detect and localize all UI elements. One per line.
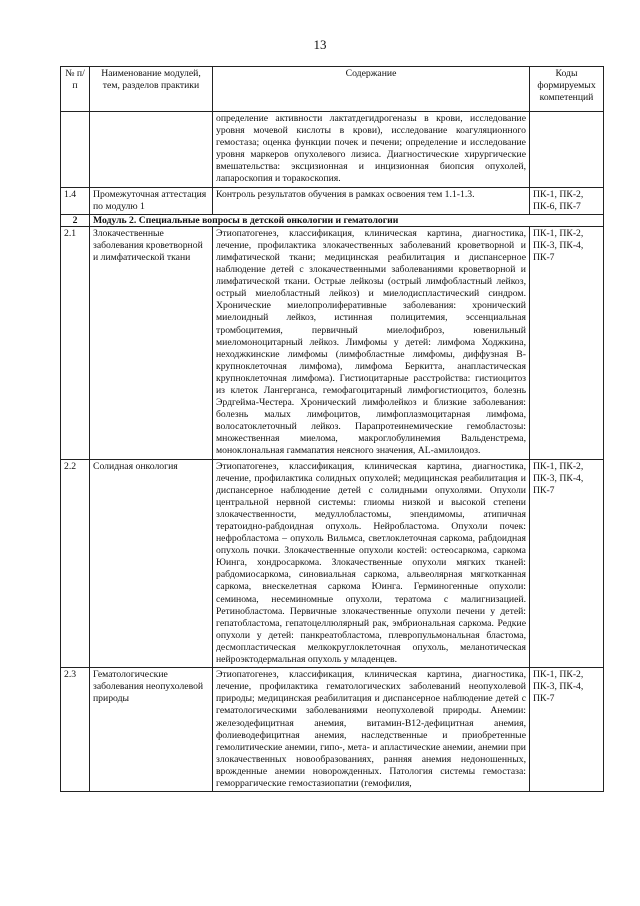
topic-name: Гематологические заболевания неопухолевой природы: [90, 668, 213, 792]
topic-name: Злокачественные заболевания кроветворной и лимфатической ткани: [90, 226, 213, 459]
row-num: [61, 112, 90, 188]
table-row: [61, 668, 604, 792]
topic-content: Этиопатогенез, классификация, клиническая картина, диагностика, лечение, профилактика гематологических заболеваний неопухолевой природы; медицинская реабилитация и диспансерное наблюдение детей с гематологическими заболеваниями неопухолевой природы. Анемии: железодефицитная анемия, витамин-B12-дефицитная анемия, фолиеводефицитная анемия, наследственные и приобретенные гемолитические анемии, гипо-, мета- и апластические анемии, анемии при злокачественных новообразованиях, ранняя анемия недоношенных, врожденные анемии новорожденных. Патология системы гемостаза: геморрагические гемостазиопатии (гемофилия,: [213, 668, 530, 792]
header-name: Наименование модулей, тем, разделов практики: [90, 67, 213, 112]
topic-num: 2.2: [61, 459, 90, 668]
row-name: [90, 112, 213, 188]
topic-num: 2.1: [61, 226, 90, 459]
module-row: [61, 214, 604, 226]
topic-codes: ПК-1, ПК-2, ПК-3, ПК-4, ПК-7: [530, 668, 604, 792]
table-row: [61, 187, 604, 214]
row-content: определение активности лактатдегидрогеназы в крови, исследование уровня мочевой кислоты в крови), исследование коагуляционного гемостаза; оценка функции почек и печени; определение и исследование уровня маркеров опухолевого лизиса. Диагностические хирургические вмешательства: эксцизионная и инцизионная биопсия опухолей, лапароскопия и торакоскопия.: [213, 112, 530, 188]
row-num: 1.4: [61, 187, 90, 214]
table-row: [61, 459, 604, 668]
topic-name: Солидная онкология: [90, 459, 213, 668]
table-row: [61, 112, 604, 188]
topic-content: Этиопатогенез, классификация, клиническая картина, диагностика, лечение, профилактика солидных опухолей; медицинская реабилитация и диспансерное наблюдение детей с солидными опухолями. Опухоли центральной нервной системы: глиомы низкой и высокой степени злокачественности, медуллобластомы, эпендимомы, атипичная тератоидно-рабдоидная опухоль. Нейробластома. Опухоли почек: нефробластома – опухоль Вильмса, светлоклеточная саркома, рабдоидная опухоль почки. Злокачественные опухоли костей: остеосаркома, саркома Юинга, хондросаркома. Злокачественные опухоли мягких тканей: рабдомиосаркома, синовиальная саркома, альвеолярная мягкотканная саркома, внескелетная саркома Юинга. Герминогенные опухоли: семинома, несеминомные опухоли, тератома с малигнизацией. Ретинобластома. Первичные злокачественные опухоли печени у детей: гепатобластома, гепатоцеллюлярный рак, эмбриональная саркома. Редкие опухоли у детей: панкреатобластома, плевропульмональная бластома, десмопластическая мелкокруглоклеточная опухоль, меланотическая нейроэктодермальная опухоль у младенцев.: [213, 459, 530, 668]
module-title: Модуль 2. Специальные вопросы в детской онкологии и гематологии: [90, 214, 604, 226]
table-row: [61, 226, 604, 459]
topic-content: Этиопатогенез, классификация, клиническая картина, диагностика, лечение, профилактика злокачественных заболеваний кроветворной и лимфатической ткани; медицинская реабилитация и диспансерное наблюдение детей с злокачественными заболеваниями кроветворной и лимфатической ткани. Острые лейкозы (острый лимфобластный лейкоз, острый миелобластный лейкоз) и миелодиспластический синдром. Хронические миелопролиферативные заболевания: хронический миелоидный лейкоз, истинная полицитемия, эссенциальная тромбоцитемия, первичный миелофиброз, ювенильный миеломоноцитарный лейкоз. Лимфомы у детей: лимфома Ходжкина, неходжкинские лимфомы (лимфобластные лимфомы, диффузная B-крупноклеточная лимфома), лимфома Беркитта, анапластическая крупноклеточная лимфома). Гистиоцитарные расстройства: гистиоцитоз из клеток Лангерганса, гемофагоцитарный лимфогистиоцитоз, болезнь Эрдгейма-Честера. Хронический лимфолейкоз и близкие заболевания: болезнь малых лимфоцитов, лимфоплазмоцитарная лимфома, волосатоклеточный лейкоз. Парапротеинемические гемобластозы: множественная миелома, макроглобулинемия Вальденстрема, моноклональная гаммапатия неясного значения, AL-амилоидоз.: [213, 226, 530, 459]
header-content: Содержание: [213, 67, 530, 112]
curriculum-table: [60, 66, 604, 792]
row-codes: [530, 112, 604, 188]
topic-codes: ПК-1, ПК-2, ПК-3, ПК-4, ПК-7: [530, 459, 604, 668]
table-header-row: [61, 67, 604, 112]
header-codes: Коды формируемых компетенций: [530, 67, 604, 112]
row-name: Промежуточная аттестация по модулю 1: [90, 187, 213, 214]
row-codes: ПК-1, ПК-2, ПК-6, ПК-7: [530, 187, 604, 214]
header-num: № п/п: [61, 67, 90, 112]
module-num: 2: [61, 214, 90, 226]
page-number: 13: [313, 37, 327, 52]
row-content: Контроль результатов обучения в рамках освоения тем 1.1-1.3.: [213, 187, 530, 214]
topic-codes: ПК-1, ПК-2, ПК-3, ПК-4, ПК-7: [530, 226, 604, 459]
topic-num: 2.3: [61, 668, 90, 792]
